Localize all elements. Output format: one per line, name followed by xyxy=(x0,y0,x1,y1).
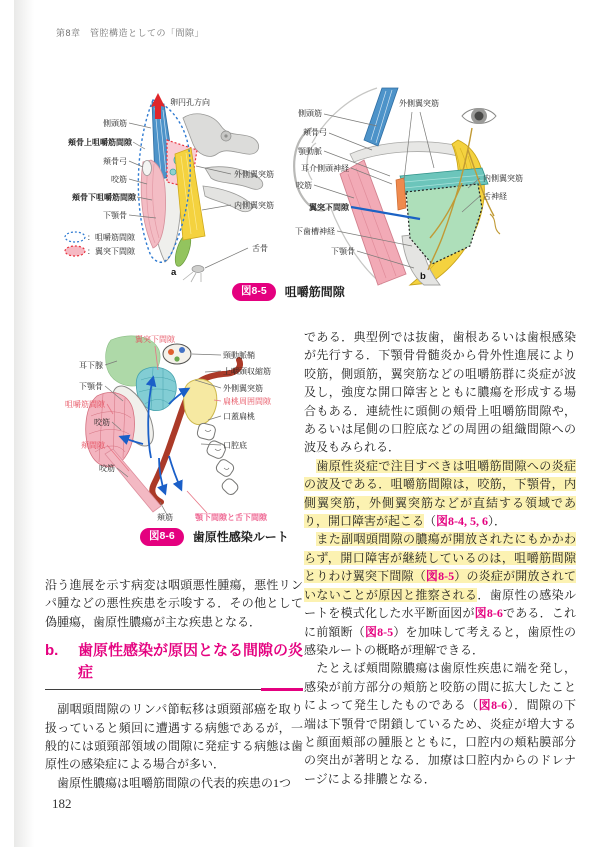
figure-8-6-caption-text: 歯原性感染ルート xyxy=(192,530,289,545)
paragraph-masticator-space-spread xyxy=(304,457,576,531)
plain-text: （ xyxy=(424,514,437,529)
label-inferior-alveolar-nerve: 下歯槽神経 xyxy=(295,227,335,236)
paragraph-malignant-diseases: 沿う進展を示す病変は咽頭悪性腫瘍，悪性リンパ腫などの悪性疾患を示唆する．その他として偽腫瘍，歯原性膿瘍が主な疾患となる． xyxy=(45,578,303,629)
label-mouth-floor: 口腔底 xyxy=(223,441,247,450)
label-buccinator: 頬筋 xyxy=(157,513,173,522)
label-mandible: 下顎骨 xyxy=(331,247,355,256)
label-submandibular-sublingual-space: 顎下間隙と舌下間隙 xyxy=(195,513,267,522)
label-foramen-ovale-direction: 卵円孔方向 xyxy=(170,98,210,107)
section-heading-rule xyxy=(45,688,303,691)
label-zygomatic-arch: 頬骨弓 xyxy=(303,128,327,137)
label-temporalis: 側頭筋 xyxy=(103,119,127,128)
paragraph-indent xyxy=(304,459,316,473)
palatine-tonsil-shape xyxy=(184,379,217,424)
label-lateral-pterygoid: 外側翼突筋 xyxy=(399,99,439,108)
figure-reference: 図8-5 xyxy=(364,624,394,639)
label-medial-pterygoid: 内側翼突筋 xyxy=(234,201,274,210)
sublabel-b: b xyxy=(420,271,426,282)
zygomatic-arch-shape xyxy=(143,161,152,176)
plain-text: たとえば頬間隙膿瘍は歯原性疾患に端を発し，感染が前方部分の頬筋と咬筋の間に拡大したことによって発生したものである（ xyxy=(304,661,576,713)
label-carotid-sheath: 頸動脈鞘 xyxy=(223,351,255,360)
figure-reference: 図8-4, 5, 6 xyxy=(436,514,489,529)
hyoid-bone-shape xyxy=(183,266,204,283)
legend-masticator-space-label: ：咀嚼筋間隙 xyxy=(87,233,135,242)
label-masseter-1: 咬筋 xyxy=(94,418,110,427)
paragraph-buccal-space-abscess xyxy=(304,659,576,788)
figure-8-6-diagram xyxy=(55,330,300,528)
section-heading-text: 歯原性感染が原因となる間隙の炎症 xyxy=(78,642,304,682)
legend-masticator-space xyxy=(65,232,136,242)
page-number: 182 xyxy=(52,796,72,811)
label-auriculotemporal-nerve: 耳介側頭神経 xyxy=(301,164,349,173)
masseter-muscle-shape xyxy=(340,160,406,285)
teeth-shapes xyxy=(196,422,240,496)
label-maxillary-artery: 顎動脈 xyxy=(298,147,322,156)
figure-8-6-caption xyxy=(140,528,289,546)
label-buccal-space: 頬間隙 xyxy=(81,441,105,450)
figure-8-5-diagram-a xyxy=(55,88,305,285)
label-hyoid: 舌骨 xyxy=(252,244,268,253)
plain-text: ）． xyxy=(488,514,507,529)
plain-text: ）を加味して考えると，歯原性の感染ルートの概略が理解できる． xyxy=(304,624,576,657)
label-subpterygoid-space: 翼突下間隙 xyxy=(135,335,175,344)
label-palatine-tonsil: 口蓋扁桃 xyxy=(223,412,255,421)
chapter-header: 第8章 管腔構造としての「間隙」 xyxy=(56,28,205,38)
rule-accent xyxy=(261,688,303,691)
label-medial-pterygoid: 内側翼突筋 xyxy=(483,174,523,183)
label-superior-constrictor: 上咽頭収縮筋 xyxy=(223,367,271,376)
plain-text: ）．間隙の下端は下顎骨で閉鎖しているため、炎症が増大すると顔面頬部の腫脹とともに，口腔内の頬粘膜部分の突出が著明となる．加療は口腔内からのドレナージによる排膿となる． xyxy=(304,698,576,786)
label-masticator-space: 咀嚼筋間隙 xyxy=(65,400,105,409)
eye-icon xyxy=(462,108,496,124)
paragraph-odontogenic-abscess-intro: 歯原性膿瘍は咀嚼筋間隙の代表的疾患の1つ xyxy=(45,775,292,790)
figure-8-5-badge: 図8-5 xyxy=(232,283,276,301)
paragraph-typical-course: である．典型例では抜歯，歯根あるいは歯根感染が先行する．下顎骨骨髄炎から骨外性進展により咬筋，側頭筋，翼突筋などの咀嚼筋群に炎症が波及し，強度な開口障害とともに膿瘍を形成する場合もある．連続性に頭側の頬骨上咀嚼筋間隙や，あるいは尾側の口腔底などの周囲の組織間隙への波及もみられる． xyxy=(304,330,576,455)
legend-subpterygoid-space xyxy=(65,246,136,256)
plain-text: ．歯原性の感染ルートを模式化した水平断面図が xyxy=(304,587,576,621)
figure-reference: 図8-5 xyxy=(425,569,455,584)
label-subpterygoid-space: 翼突下間隙 xyxy=(309,203,349,212)
paragraph-indent xyxy=(304,532,316,546)
sublabel-a: a xyxy=(171,267,177,278)
label-mandible: 下顎骨 xyxy=(79,382,103,391)
figure-8-6-badge: 図8-6 xyxy=(140,528,184,546)
zygomatic-arch-shape xyxy=(350,142,468,162)
label-parotid-gland: 耳下腺 xyxy=(79,361,103,370)
carotid-sheath-shape xyxy=(163,344,191,364)
left-text-column xyxy=(45,576,303,792)
figure-8-5-diagram-b xyxy=(282,88,572,285)
figure-8-5-caption xyxy=(232,283,345,301)
paragraph-parapharyngeal-metastasis: 副咽頭間隙のリンパ節転移は頭頸部癌を取り扱っていると頻回に遭遇する病態であるが，一般的には頭頸部領域の間隙に発症する病態は歯原性の感染症による場合が多い． xyxy=(45,702,303,772)
label-lateral-pterygoid: 外側翼突筋 xyxy=(223,384,263,393)
label-suprazygomatic-masticator-space: 頬骨上咀嚼筋間隙 xyxy=(68,138,132,147)
temporalis-muscle-shape xyxy=(364,88,398,146)
label-lingual-nerve: 舌神経 xyxy=(483,192,507,201)
figure-reference: 図8-6 xyxy=(474,606,503,621)
label-masseter: 咬筋 xyxy=(296,181,312,190)
label-masseter: 咬筋 xyxy=(111,175,127,184)
label-lateral-pterygoid: 外側翼突筋 xyxy=(234,170,274,179)
right-text-column xyxy=(304,328,576,788)
rule-line xyxy=(45,689,263,691)
label-masseter-2: 咬筋 xyxy=(99,464,115,473)
sphenomandibular-ligament-shape xyxy=(396,178,406,210)
section-heading-number: b. xyxy=(45,642,59,660)
section-heading-b xyxy=(45,640,303,684)
legend-subpterygoid-space-label: ：翼突下間隙 xyxy=(87,247,135,256)
label-zygomatic-arch: 頬骨弓 xyxy=(103,157,127,166)
highlighted-text: 歯原性炎症で注目すべきは咀嚼筋間隙への炎症の波及である．咀嚼筋間隙は，咬筋，下顎骨，内側翼突筋，外側翼突筋などが直結する領域であり，開口障害が起こる xyxy=(304,458,576,529)
highlighted-text: ）の炎症が開放されていないことが原因と推察される xyxy=(304,569,576,602)
label-mandible: 下顎骨 xyxy=(103,211,127,220)
figure-reference: 図8-6 xyxy=(478,698,508,713)
plain-text: である．これに前額断（ xyxy=(304,606,576,639)
label-temporalis: 側頭筋 xyxy=(298,109,322,118)
figure-8-5-caption-text: 咀嚼筋間隙 xyxy=(284,285,345,300)
binding-shadow xyxy=(14,0,34,847)
label-infrazygomatic-masticator-space: 頬骨下咀嚼筋間隙 xyxy=(72,193,136,202)
paragraph-trismus-cause xyxy=(304,530,576,659)
highlighted-text: また副咽頭間隙の膿瘍が開放されたにもかかわらず，開口障害が継続しているのは，咀嚼筋間隙とりわけ翼突下間隙（ xyxy=(304,532,576,584)
label-peritonsillar-space: 扁桃周囲間隙 xyxy=(223,397,271,406)
